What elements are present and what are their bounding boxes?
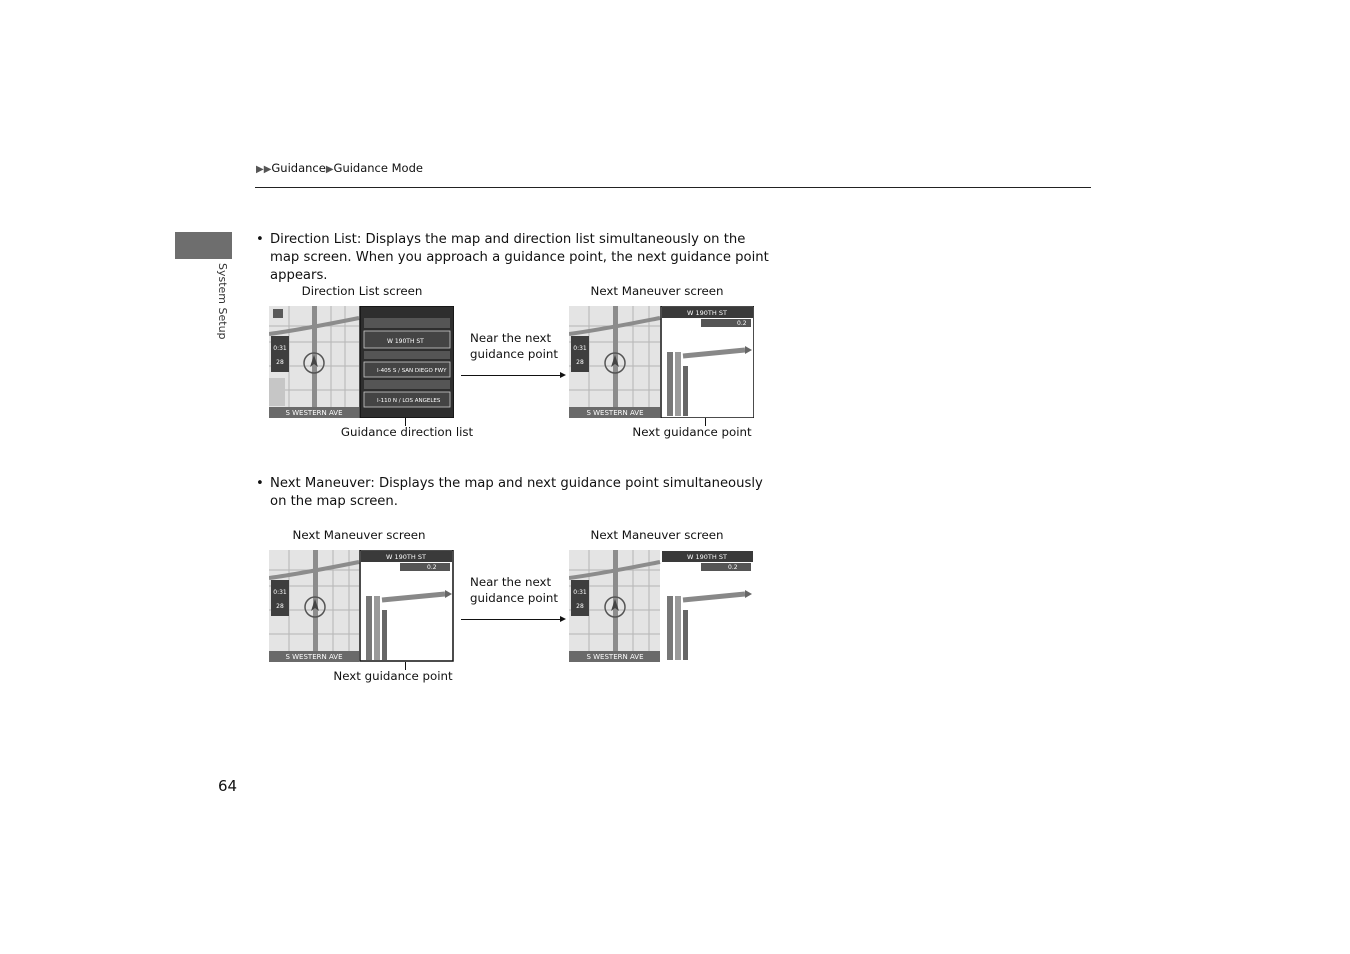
- breadcrumb-section[interactable]: Guidance: [271, 161, 326, 175]
- map-view: [269, 550, 359, 662]
- chapter-tab-label: System Setup: [216, 263, 229, 340]
- bullet: •: [256, 476, 264, 491]
- guidance-direction-list-callout: Guidance direction list: [340, 425, 474, 439]
- next-maneuver-screen-caption-left: Next Maneuver screen: [292, 528, 426, 542]
- direction-list-screen-caption: Direction List screen: [301, 284, 423, 298]
- eta-time: 0:31: [573, 345, 587, 352]
- next-guidance-point-panel: [661, 306, 754, 418]
- bullet: •: [256, 232, 264, 247]
- next-maneuver-screen-caption-right: Next Maneuver screen: [590, 528, 724, 542]
- transition-line-2: guidance point: [470, 347, 559, 361]
- next-maneuver-term: Next Maneuver: [270, 476, 371, 491]
- eta-time: 0:31: [573, 589, 587, 596]
- eta-time: 0:31: [273, 589, 287, 596]
- breadcrumb: [256, 161, 423, 175]
- transition-label: [470, 330, 558, 362]
- list-row-3: I-110 N / LOS ANGELES: [377, 398, 441, 404]
- map-view: [569, 550, 660, 662]
- breadcrumb-page: Guidance Mode: [333, 161, 423, 175]
- direction-list-paragraph: [256, 231, 776, 285]
- map-street-label: S WESTERN AVE: [586, 409, 644, 417]
- map-view: [569, 306, 660, 418]
- page-number: 64: [218, 777, 238, 795]
- panel-street: W 190TH ST: [386, 553, 426, 561]
- transition-line-1: Near the next: [470, 575, 552, 589]
- next-maneuver-paragraph: [256, 475, 776, 511]
- transition-arrow: [461, 619, 561, 620]
- next-guidance-point-panel: [661, 550, 754, 662]
- transition-label: [470, 574, 558, 606]
- next-maneuver-screenshot: [569, 306, 754, 418]
- direction-list-desc: : Displays the map and direction list simultaneously on the map screen. When you approach a guidance point, the next guidance point appears.: [270, 232, 769, 283]
- eta-min: 28: [276, 603, 284, 610]
- map-view: [269, 306, 359, 418]
- panel-distance: 0.2: [737, 320, 747, 327]
- panel-street: W 190TH ST: [687, 309, 727, 317]
- breadcrumb-arrows: ▶▶: [256, 164, 272, 175]
- transition-line-1: Near the next: [470, 331, 552, 345]
- list-row-2: I-405 S / SAN DIEGO FWY: [377, 368, 447, 374]
- direction-list-screenshot: [269, 306, 454, 418]
- transition-line-2: guidance point: [470, 591, 559, 605]
- panel-street: W 190TH ST: [687, 553, 727, 561]
- guidance-direction-list: [360, 306, 454, 418]
- next-maneuver-desc: : Displays the map and next guidance point simultaneously on the map screen.: [270, 476, 763, 509]
- map-street-label: S WESTERN AVE: [285, 653, 343, 661]
- breadcrumb-separator: ▶: [325, 164, 334, 175]
- eta-min: 28: [276, 359, 284, 366]
- header-rule: [255, 187, 1091, 188]
- eta-time: 0:31: [273, 345, 287, 352]
- next-guidance-point-callout: Next guidance point: [632, 425, 752, 439]
- chapter-tab: [175, 232, 232, 259]
- arrow-head-icon: [560, 616, 566, 622]
- transition-arrow: [461, 375, 561, 376]
- next-guidance-point-panel: [360, 550, 453, 661]
- map-street-label: S WESTERN AVE: [285, 409, 343, 417]
- next-maneuver-screenshot-before: [269, 550, 454, 662]
- eta-min: 28: [576, 359, 584, 366]
- list-row-1: W 190TH ST: [387, 338, 424, 345]
- next-guidance-point-callout: Next guidance point: [333, 669, 453, 683]
- next-maneuver-screen-caption: Next Maneuver screen: [590, 284, 724, 298]
- panel-distance: 0.2: [427, 564, 437, 571]
- map-street-label: S WESTERN AVE: [586, 653, 644, 661]
- next-maneuver-screenshot-after: [569, 550, 754, 662]
- panel-distance: 0.2: [728, 564, 738, 571]
- direction-list-term: Direction List: [270, 232, 357, 247]
- arrow-head-icon: [560, 372, 566, 378]
- eta-min: 28: [576, 603, 584, 610]
